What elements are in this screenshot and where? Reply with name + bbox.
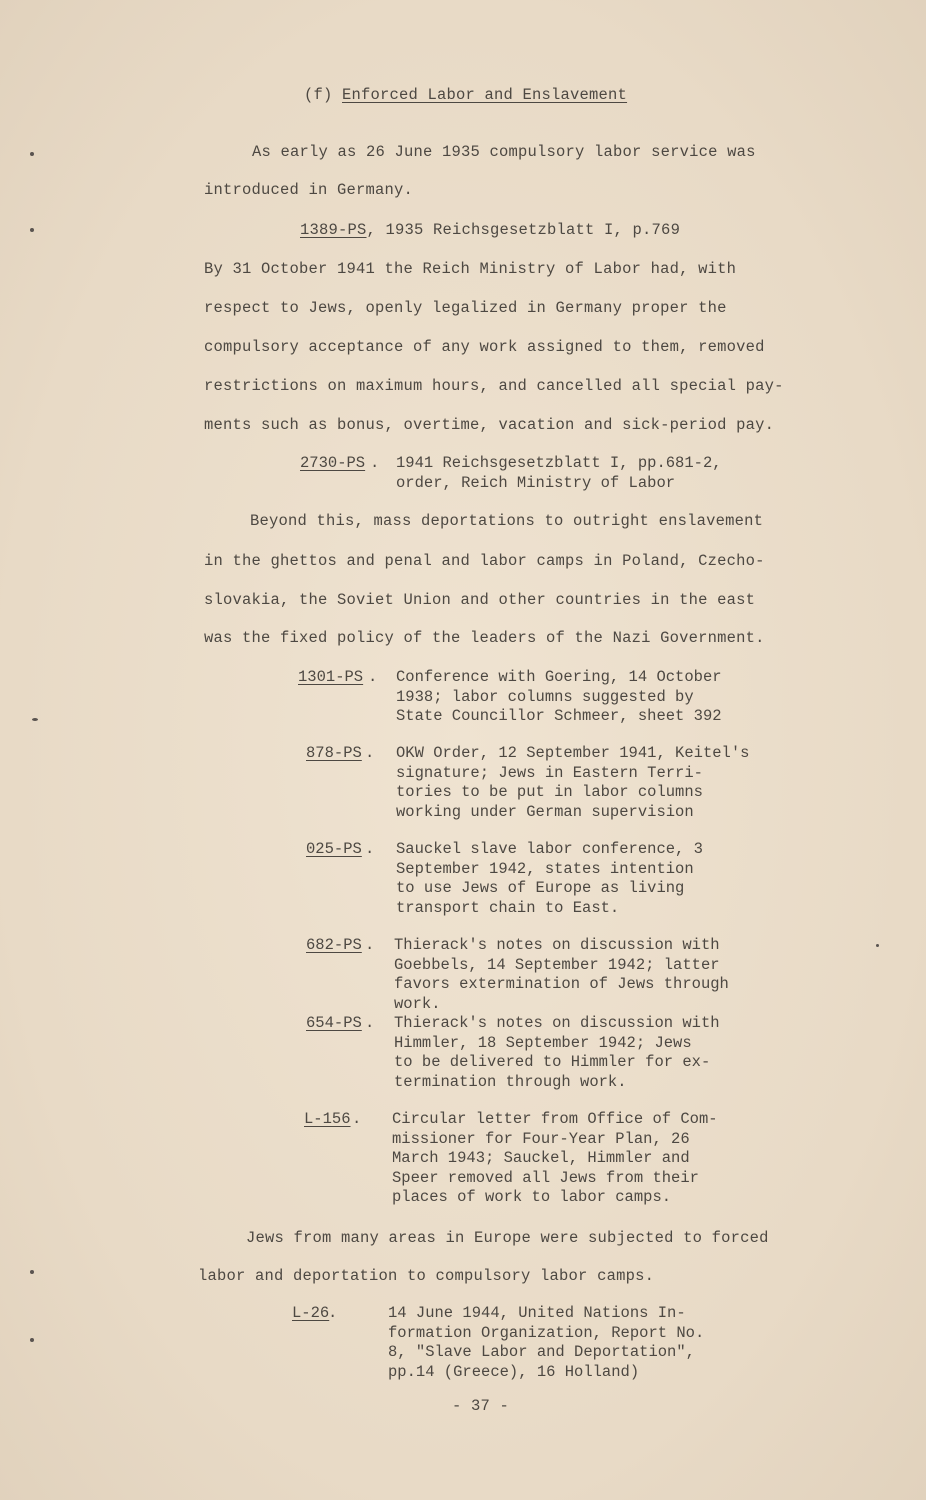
para2-line3: compulsory acceptance of any work assigned to them, removed — [204, 338, 765, 356]
punch-hole-mark — [30, 1270, 34, 1274]
citation-id: 878-PS — [306, 744, 362, 762]
citation-2730-ps-dot: . — [370, 454, 380, 472]
para3-line4: was the fixed policy of the leaders of the Nazi Government. — [204, 629, 765, 647]
punch-hole-mark — [30, 228, 34, 232]
para3-line2: in the ghettos and penal and labor camps in Poland, Czecho- — [204, 552, 765, 570]
citation-id: L-156 — [304, 1110, 351, 1128]
citation-text: Sauckel slave labor conference, 3 September 1942, states intention to use Jews of Europe as living transport chain to East. — [396, 840, 703, 917]
citation-dot: . — [352, 1110, 362, 1128]
punch-hole-mark — [30, 1338, 34, 1342]
citation-text: Conference with Goering, 14 October 1938; labor columns suggested by State Councillor Schmeer, sheet 392 — [396, 668, 722, 725]
page-number: - 37 - — [452, 1397, 510, 1415]
citation-text: Circular letter from Office of Com- missioner for Four-Year Plan, 26 March 1943; Sauckel, Himmler and Speer removed all Jews from their places of work to labor camps. — [392, 1110, 718, 1206]
citation-dot: . — [365, 1014, 375, 1032]
section-heading — [304, 86, 627, 104]
citation-id: 1389-PS — [300, 221, 367, 239]
citation-1389-ps — [300, 221, 680, 239]
citation-l-26-id: L-26 — [292, 1304, 330, 1322]
citation-id: 682-PS — [306, 936, 362, 954]
citation-2730-ps-text: 1941 Reichsgesetzblatt I, pp.681-2, order, Reich Ministry of Labor — [396, 454, 722, 492]
para2-line2: respect to Jews, openly legalized in Germany proper the — [204, 299, 727, 317]
para2-line4: restrictions on maximum hours, and cancelled all special pay- — [204, 377, 784, 395]
citation-id: 1301-PS — [298, 668, 364, 686]
para2-line5: ments such as bonus, overtime, vacation and sick-period pay. — [204, 416, 775, 434]
citation-text: OKW Order, 12 September 1941, Keitel's signature; Jews in Eastern Terri- tories to be put in labor columns working under German supervision — [396, 744, 750, 821]
citation-l-26-text: 14 June 1944, United Nations In- formation Organization, Report No. 8, "Slave Labor and Deportation", pp.14 (Greece), 16 Holland) — [388, 1304, 705, 1381]
para3-line1: Beyond this, mass deportations to outright enslavement — [250, 512, 764, 530]
citation-id: 654-PS — [306, 1014, 362, 1032]
citation-dot: . — [365, 840, 375, 858]
heading-prefix: (f) — [304, 86, 343, 104]
citation-text: , 1935 Reichsgesetzblatt I, p.769 — [366, 221, 681, 239]
para2-line1: By 31 October 1941 the Reich Ministry of Labor had, with — [204, 260, 737, 278]
para1-line1: As early as 26 June 1935 compulsory labor service was — [252, 143, 756, 161]
para3-line3: slovakia, the Soviet Union and other countries in the east — [204, 591, 756, 609]
citation-dot: . — [365, 936, 375, 954]
citation-2730-ps-id: 2730-PS — [300, 454, 366, 472]
para4-line1: Jews from many areas in Europe were subjected to forced — [246, 1229, 769, 1247]
punch-hole-mark — [30, 152, 34, 156]
citation-id: 025-PS — [306, 840, 362, 858]
heading-title: Enforced Labor and Enslavement — [342, 86, 628, 104]
citation-text: Thierack's notes on discussion with Himmler, 18 September 1942; Jews to be delivered to Himmler for ex- termination through work. — [394, 1014, 720, 1091]
citation-text: Thierack's notes on discussion with Goebbels, 14 September 1942; latter favors extermination of Jews through work. — [394, 936, 729, 1013]
para4-line2: labor and deportation to compulsory labor camps. — [198, 1267, 655, 1285]
citation-l-26-dot: . — [328, 1304, 338, 1322]
para1-line2: introduced in Germany. — [204, 181, 414, 199]
citation-dot: . — [368, 668, 378, 686]
punch-hole-mark — [32, 718, 38, 721]
citation-dot: . — [365, 744, 375, 762]
punch-hole-mark — [876, 944, 879, 947]
